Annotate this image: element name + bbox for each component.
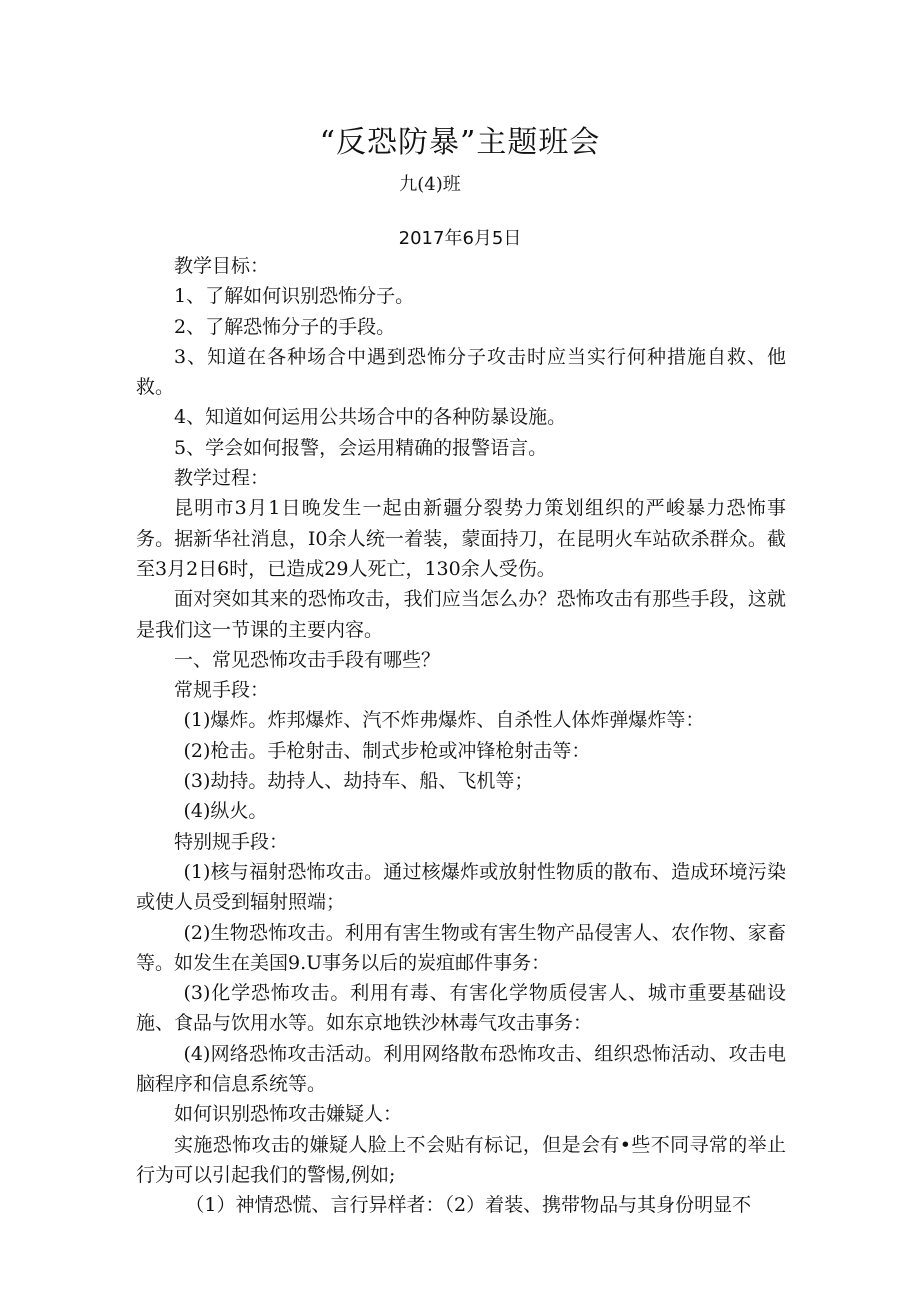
list-item: (4)网络恐怖攻击活动。利用网络散布恐怖攻击、组织恐怖活动、攻击电脑程序和信息系统等。 [136,1042,786,1096]
objective-item: 4、知道如何运用公共场合中的各种防暴设施。 [174,406,567,429]
body-paragraph: 面对突如其来的恐怖攻击，我们应当怎么办？恐怖攻击有那些手段，这就是我们这一节课的主要内容。 [136,588,786,641]
body-paragraph: （1）神情恐慌、言行异样者：（2）着装、携带物品与其身份明显不 [185,1194,752,1217]
document-date: 2017年6月5日 [398,228,522,249]
document-title: “反恐防暴”主题班会 [319,125,601,160]
subheading-identify-suspects: 如何识别恐怖攻击嫌疑人： [174,1103,403,1126]
section-heading-common-attacks: 一、常见恐怖攻击手段有哪些？ [174,648,441,671]
class-name: 九(4)班 [399,174,461,195]
objective-item: 2、了解恐怖分子的手段。 [174,315,396,338]
list-item: (3)劫持。劫持人、劫持车、船、飞机等； [183,770,534,793]
list-item: (1)核与福射恐怖攻击。通过核爆炸或放射性物质的散布、造成环境污染或使人员受到辐射照端； [136,860,786,914]
subheading-special-means: 特别规手段： [174,830,289,853]
objective-item: 3、知道在各种场合中遇到恐怖分子攻击时应当实行何种措施自救、他救。 [136,345,786,399]
section-heading-process: 教学过程： [174,467,270,490]
list-item: (2)枪击。手枪射击、制式步枪或冲锋枪射击等： [183,739,591,762]
objective-item: 1、了解如何识别恐怖分子。 [174,285,415,308]
objective-item: 5、学会如何报警，会运用精确的报警语言。 [174,436,548,459]
list-item: (2)生物恐怖攻击。利用有害生物或有害生物产品侵害人、农作物、家畜等。如发生在美国9.U事务以后的炭疽邮件事务： [136,921,786,974]
document-body [136,251,786,1221]
list-item: (3)化学恐怖攻击。利用有毒、有害化学物质侵害人、城市重要基础设施、食品与饮用水等。如东京地铁沙林毒气攻击事务： [136,982,786,1035]
body-paragraph: 昆明市3月1日晚发生一起由新疆分裂势力策划组织的严峻暴力恐怖事务。据新华社消息，I0余人统一着装，蒙面持刀，在昆明火车站砍杀群众。截至3月2日6时，已造成29人死亡，130余人受伤。 [136,497,786,580]
list-item: (4)纵火。 [183,800,268,823]
body-paragraph: 实施恐怖攻击的嫌疑人脸上不会贴有标记，但是会有•些不同寻常的举止行为可以引起我们的警惕,例如; [136,1133,786,1186]
section-heading-objectives: 教学目标： [174,255,270,277]
list-item: (1)爆炸。炸邦爆炸、汽不炸弗爆炸、自杀性人体炸弹爆炸等： [183,709,705,732]
subheading-conventional-means: 常规手段： [174,679,270,702]
